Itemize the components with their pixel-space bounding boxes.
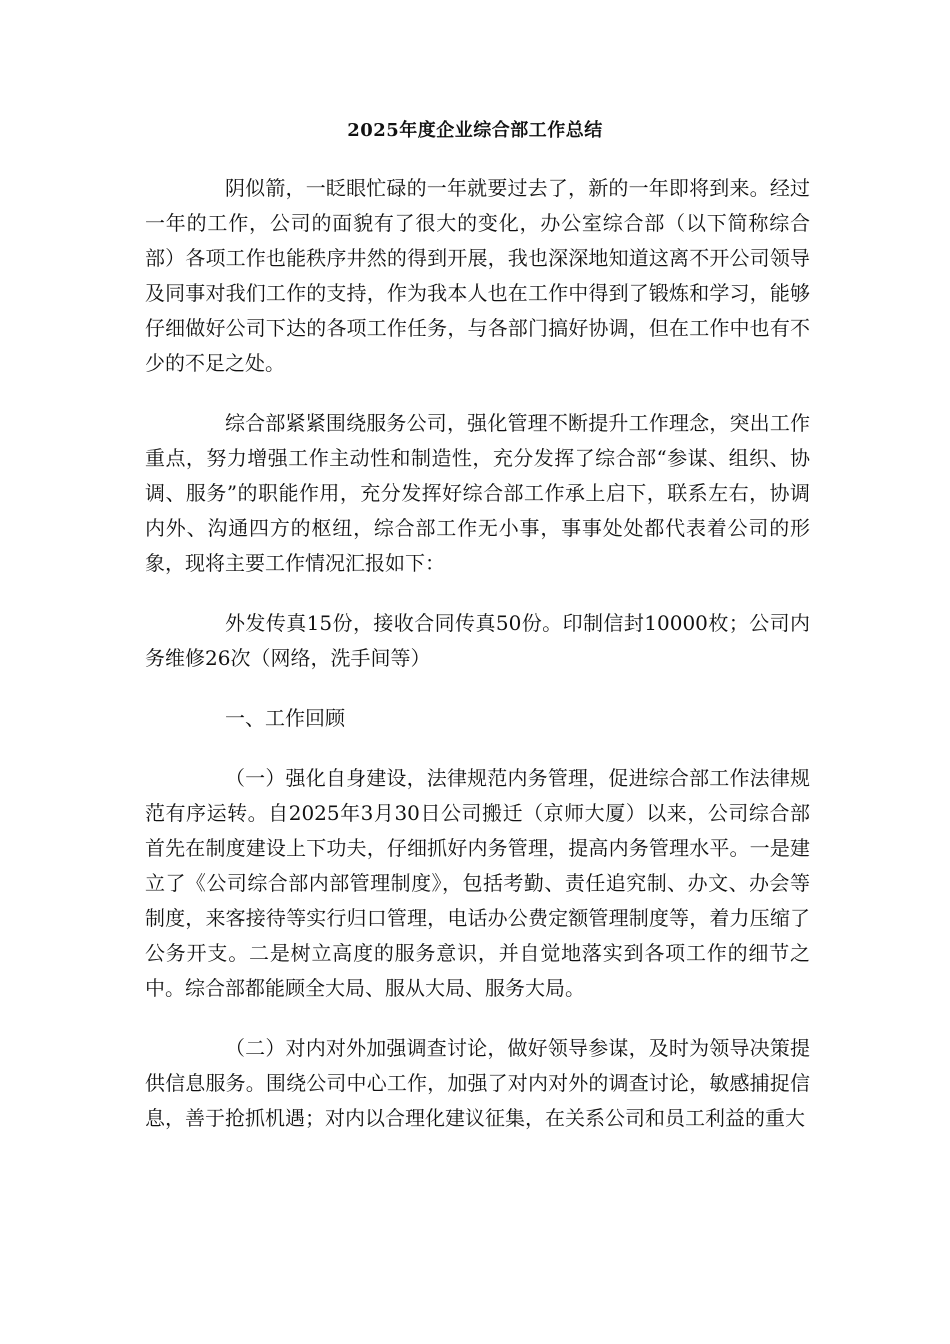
document-body: [145, 171, 810, 1136]
paragraph-gap: [145, 736, 810, 761]
paragraph-item-2: （二）对内对外加强调查讨论，做好领导参谋，及时为领导决策提供信息服务。围绕公司中心工作，加强了对内对外的调查讨论，敏感捕捉信息，善于抢抓机遇；对内以合理化建议征集，在关系公司和员工利益的重大: [145, 1036, 810, 1130]
paragraph-gap: [145, 676, 810, 701]
paragraph-intro: 阴似箭，一眨眼忙碌的一年就要过去了，新的一年即将到来。经过一年的工作，公司的面貌有了很大的变化，办公室综合部（以下简称综合部）各项工作也能秩序井然的得到开展，我也深深地知道这离不开公司领导及同事对我们工作的支持，作为我本人也在工作中得到了锻炼和学习，能够仔细做好公司下达的各项工作任务，与各部门搞好协调，但在工作中也有不少的不足之处。: [145, 176, 810, 375]
paragraph-gap: [145, 1006, 810, 1031]
paragraph-gap: [145, 581, 810, 606]
paragraph-item-1: （一）强化自身建设，法律规范内务管理，促进综合部工作法律规范有序运转。自2025年3月30日公司搬迁（京师大厦）以来，公司综合部首先在制度建设上下功夫，仔细抓好内务管理，提高内务管理水平。一是建立了《公司综合部内部管理制度》，包括考勤、责任追究制、办文、办会等制度，来客接待等实行归口管理，电话办公费定额管理制度等，着力压缩了公务开支。二是树立高度的服务意识，并自觉地落实到各项工作的细节之中。综合部都能顾全大局、服从大局、服务大局。: [145, 766, 810, 1000]
paragraph-statistics: 外发传真15份，接收合同传真50份。印制信封10000枚；公司内务维修26次（网络，洗手间等）: [145, 611, 810, 670]
paragraph-gap: [145, 381, 810, 406]
document-title: 2025年度企业综合部工作总结: [347, 120, 603, 141]
section-heading-review: 一、工作回顾: [225, 706, 345, 730]
paragraph-overview: 综合部紧紧围绕服务公司，强化管理不断提升工作理念，突出工作重点，努力增强工作主动性和制造性，充分发挥了综合部“参谋、组织、协调、服务”的职能作用，充分发挥好综合部工作承上启下，联系左右，协调内外、沟通四方的枢纽，综合部工作无小事，事事处处都代表着公司的形象，现将主要工作情况汇报如下：: [145, 411, 810, 575]
